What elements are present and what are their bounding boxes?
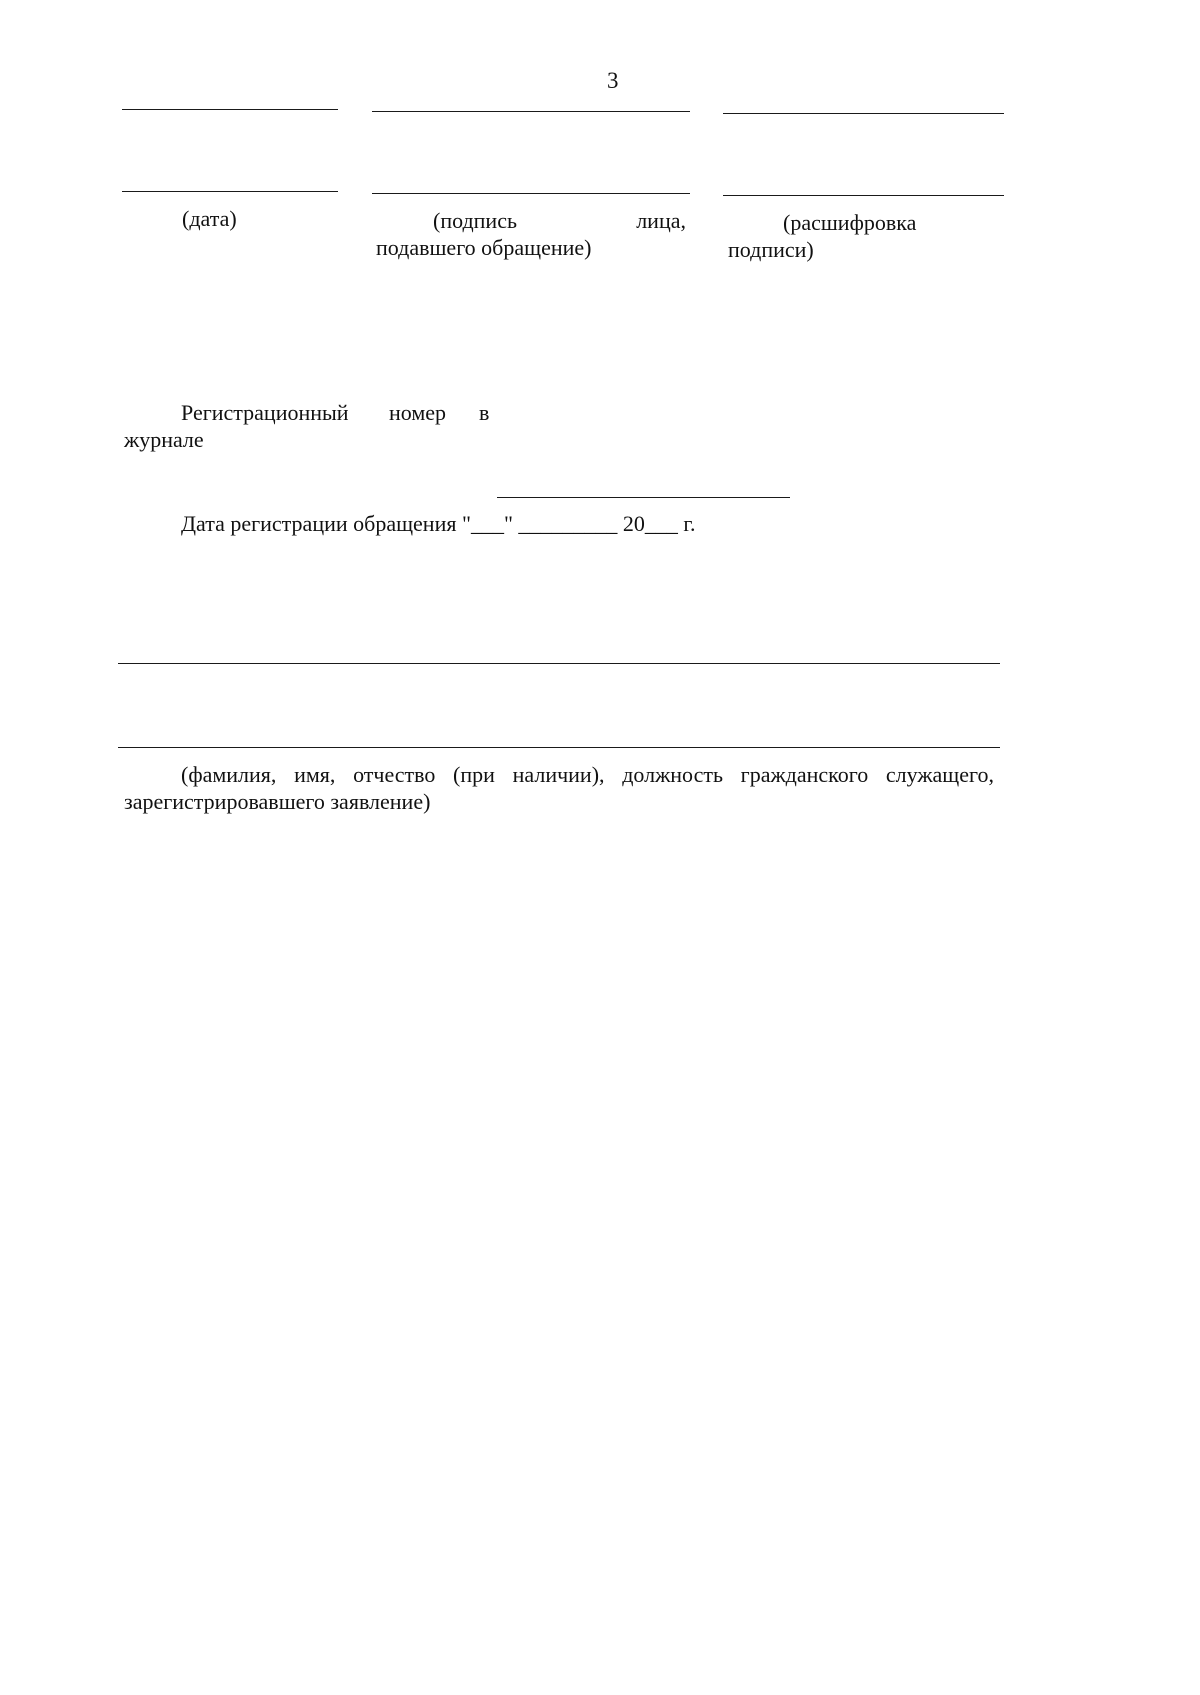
page-number: 3 bbox=[607, 68, 619, 93]
blank-line-decode-1 bbox=[723, 113, 1004, 114]
registrar-blank-line-2 bbox=[118, 747, 1000, 748]
registration-number-label-line1 bbox=[124, 399, 504, 426]
signature-caption-word2: лица, bbox=[636, 208, 686, 233]
blank-line-date-2 bbox=[122, 191, 338, 192]
registration-number-blank bbox=[497, 497, 790, 498]
signature-caption-line1 bbox=[376, 207, 686, 234]
blank-line-decode-2 bbox=[723, 195, 1004, 196]
blank-line-signature-1 bbox=[372, 111, 690, 112]
blank-line-signature-2 bbox=[372, 193, 690, 194]
registration-date-line: Дата регистрации обращения "___" _________ 20___ г. bbox=[181, 511, 696, 536]
registrar-caption-line2: зарегистрировавшего заявление) bbox=[124, 789, 431, 814]
registration-word1: Регистрационный bbox=[181, 400, 349, 425]
registration-number-label bbox=[124, 399, 504, 453]
registration-word2: номер bbox=[389, 400, 447, 425]
registrar-caption-line1: (фамилия, имя, отчество (при наличии), должность гражданского служащего, bbox=[181, 762, 994, 787]
registrar-caption bbox=[124, 761, 994, 815]
signature-caption-line2: подавшего обращение) bbox=[376, 235, 592, 260]
signature-caption-word1: (подпись bbox=[433, 208, 518, 233]
decode-caption bbox=[726, 209, 916, 263]
date-caption: (дата) bbox=[182, 206, 237, 231]
signature-caption bbox=[376, 207, 686, 261]
decode-caption-line1: (расшифровка bbox=[783, 210, 917, 235]
registration-number-label-line2: журнале bbox=[124, 427, 204, 452]
registration-word3: в bbox=[479, 400, 490, 425]
decode-caption-line2: подписи) bbox=[728, 237, 814, 262]
registrar-blank-line-1 bbox=[118, 663, 1000, 664]
blank-line-date-1 bbox=[122, 109, 338, 110]
